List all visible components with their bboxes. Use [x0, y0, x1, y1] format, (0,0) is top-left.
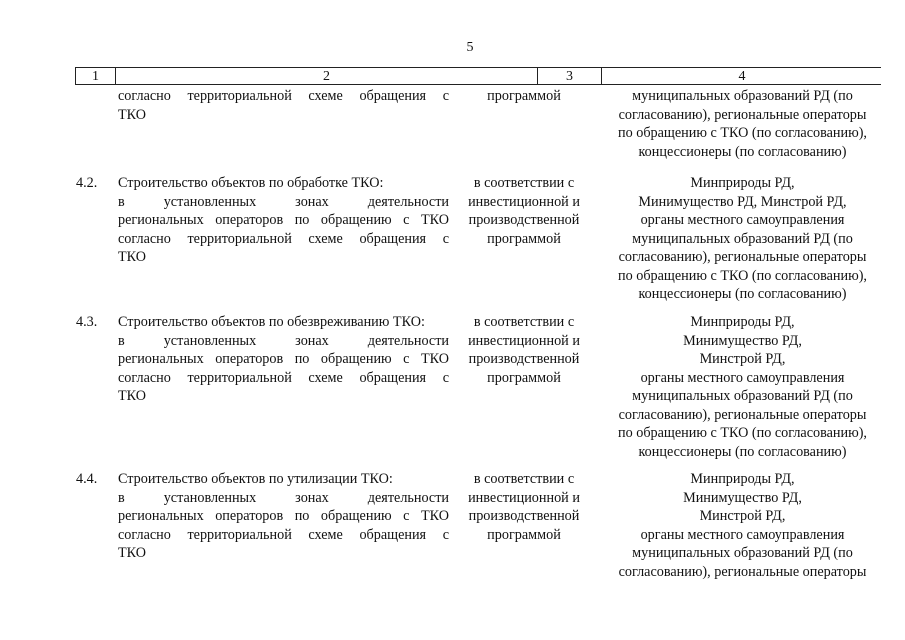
text-line: согласно территориальной схеме обращения с — [118, 369, 449, 386]
header-col-2: 2 — [116, 68, 538, 84]
text-line: Строительство объектов по обезвреживанию ТКО: — [118, 314, 425, 330]
text-line: согласно территориальной схеме обращения с — [118, 88, 449, 104]
text-line: в установленных зонах деятельности — [118, 332, 449, 349]
text-line: ТКО — [118, 106, 147, 123]
table-header — [75, 67, 881, 85]
text-line: согласованию), региональные операторы — [618, 406, 867, 423]
text-line: Минимущество РД, — [683, 332, 802, 349]
row-terms — [459, 470, 589, 544]
text-line: программой — [487, 88, 561, 104]
text-line: муниципальных образований РД (по — [632, 388, 853, 404]
continued-responsible — [600, 87, 885, 161]
text-line: инвестиционной и — [468, 489, 580, 506]
text-line: концессионеры (по согласованию) — [638, 443, 847, 460]
row-terms — [459, 174, 589, 248]
header-col-1: 1 — [76, 68, 116, 84]
header-col-3: 3 — [538, 68, 602, 84]
text-line: согласно территориальной схеме обращения с — [118, 230, 449, 247]
row-activity — [118, 174, 449, 267]
text-line: по обращению с ТКО (по согласованию), — [618, 267, 867, 284]
text-line: Минстрой РД, — [699, 508, 786, 524]
text-line: Минимущество РД, Минстрой РД, — [638, 193, 847, 210]
text-line: органы местного самоуправления — [640, 526, 845, 543]
text-line: в соответствии с — [473, 314, 575, 330]
text-line: Минстрой РД, — [699, 351, 786, 367]
row-responsible — [600, 174, 885, 304]
text-line: органы местного самоуправления — [640, 369, 845, 386]
text-line: согласованию), региональные операторы — [618, 106, 867, 123]
row-responsible — [600, 470, 885, 581]
text-line: программой — [487, 230, 561, 247]
text-line: в установленных зонах деятельности — [118, 489, 449, 506]
row-activity — [118, 470, 449, 563]
text-line: в соответствии с — [473, 471, 575, 487]
header-col-4: 4 — [738, 69, 746, 84]
text-line: ТКО — [118, 388, 147, 404]
text-line: в соответствии с — [473, 175, 575, 191]
text-line: инвестиционной и — [468, 332, 580, 349]
text-line: муниципальных образований РД (по — [632, 545, 853, 561]
text-line: Минприроды РД, — [690, 314, 795, 330]
text-line: согласованию), региональные операторы — [618, 249, 867, 265]
text-line: в установленных зонах деятельности — [118, 193, 449, 210]
text-line: производственной — [468, 212, 580, 228]
text-line: концессионеры (по согласованию) — [638, 143, 847, 160]
text-line: Строительство объектов по утилизации ТКО: — [118, 471, 393, 487]
text-line: муниципальных образований РД (по — [632, 88, 853, 104]
text-line: согласно территориальной схеме обращения с — [118, 526, 449, 543]
text-line: программой — [487, 369, 561, 386]
text-line: программой — [487, 526, 561, 543]
text-line: Минимущество РД, — [683, 489, 802, 506]
text-line: Строительство объектов по обработке ТКО: — [118, 175, 384, 191]
text-line: региональных операторов по обращению с ТКО — [118, 351, 449, 367]
row-number: 4.3. — [76, 314, 98, 330]
text-line: ТКО — [118, 545, 147, 561]
text-line: инвестиционной и — [468, 193, 580, 210]
text-line: по обращению с ТКО (по согласованию), — [618, 125, 867, 141]
row-responsible — [600, 313, 885, 461]
row-number: 4.4. — [76, 471, 98, 487]
row-number: 4.2. — [76, 175, 98, 191]
row-activity — [118, 313, 449, 406]
text-line: производственной — [468, 351, 580, 367]
text-line: концессионеры (по согласованию) — [638, 286, 847, 302]
continued-activity — [118, 87, 449, 124]
text-line: согласованию), региональные операторы — [618, 563, 867, 580]
text-line: Минприроды РД, — [690, 175, 795, 191]
text-line: по обращению с ТКО (по согласованию), — [618, 425, 867, 441]
text-line: региональных операторов по обращению с ТКО — [118, 212, 449, 228]
text-line: муниципальных образований РД (по — [632, 230, 853, 247]
text-line: органы местного самоуправления — [640, 212, 845, 228]
page-number: 5 — [466, 40, 474, 55]
continued-terms — [459, 87, 589, 106]
text-line: производственной — [468, 508, 580, 524]
text-line: ТКО — [118, 249, 147, 265]
row-terms — [459, 313, 589, 387]
text-line: Минприроды РД, — [690, 471, 795, 487]
text-line: региональных операторов по обращению с ТКО — [118, 508, 449, 524]
